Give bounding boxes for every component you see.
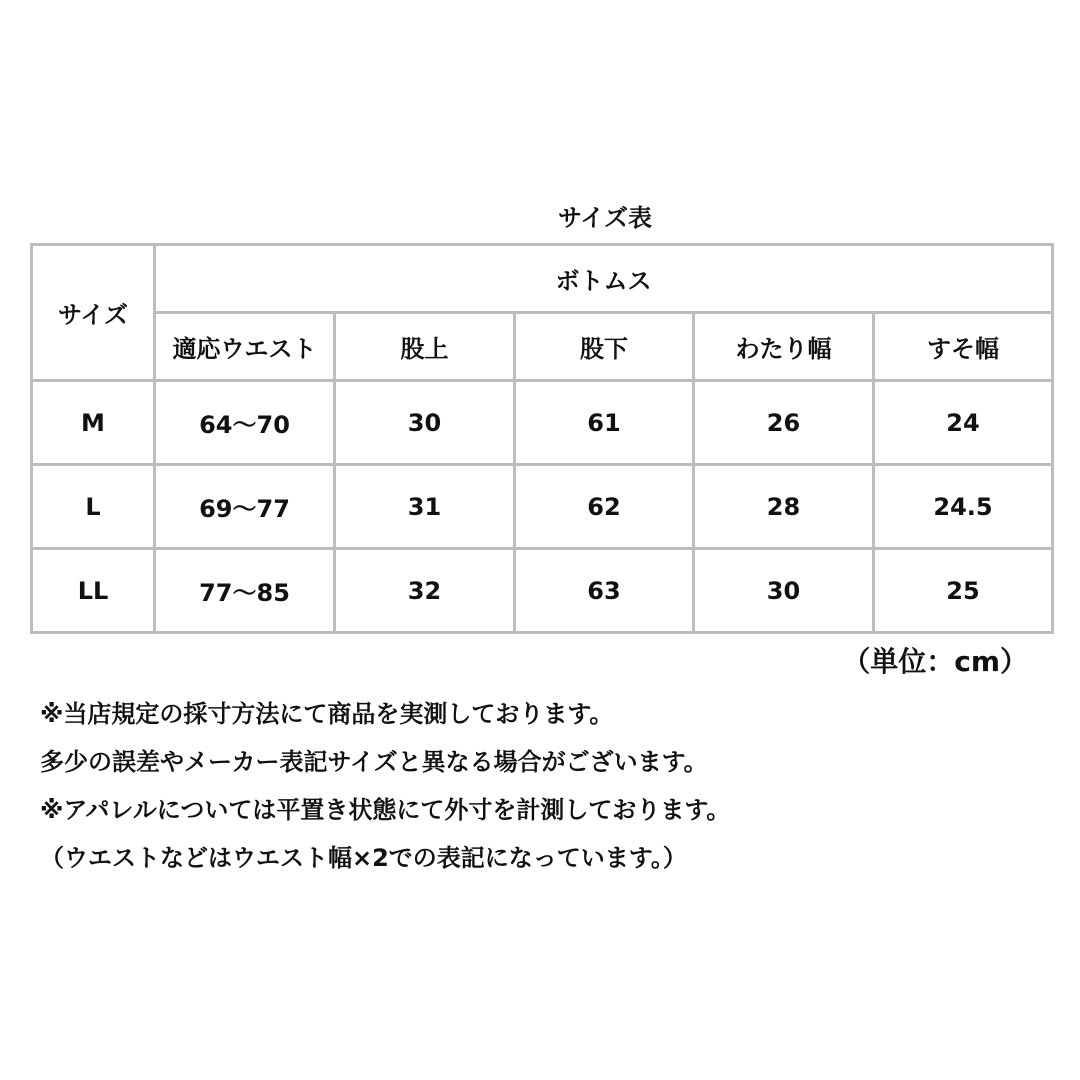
column-header-rise: 股上 [335, 313, 515, 381]
note-line: 多少の誤差やメーカー表記サイズと異なる場合がございます。 [40, 748, 708, 776]
column-header-waist: 適応ウエスト [155, 313, 335, 381]
column-header-thigh-width: わたり幅 [694, 313, 874, 381]
table-cell: 32 [335, 549, 515, 633]
table-cell: 62 [515, 465, 694, 549]
table-cell: 61 [515, 381, 694, 465]
table-cell: 64〜70 [155, 381, 335, 465]
note-line: （ウエストなどはウエスト幅×2での表記になっています。） [40, 844, 687, 872]
size-label: L [32, 465, 155, 549]
table-subheader-row [32, 313, 1053, 381]
table-cell: 30 [694, 549, 874, 633]
table-row [32, 549, 1053, 633]
table-cell: 77〜85 [155, 549, 335, 633]
page-title: サイズ表 [557, 204, 653, 232]
table-header-row [32, 245, 1053, 313]
size-label: LL [32, 549, 155, 633]
table-cell: 24 [874, 381, 1053, 465]
note-line: ※アパレルについては平置き状態にて外寸を計測しております。 [40, 796, 731, 824]
table-cell: 25 [874, 549, 1053, 633]
table-cell: 31 [335, 465, 515, 549]
table-row [32, 465, 1053, 549]
column-header-hem-width: すそ幅 [874, 313, 1053, 381]
table-cell: 26 [694, 381, 874, 465]
table-cell: 69〜77 [155, 465, 335, 549]
table-cell: 24.5 [874, 465, 1053, 549]
size-column-header: サイズ [32, 245, 155, 381]
bottoms-group-header: ボトムス [155, 245, 1053, 313]
table-cell: 28 [694, 465, 874, 549]
size-table [30, 243, 1054, 634]
note-line: ※当店規定の採寸方法にて商品を実測しております。 [40, 700, 614, 728]
notes-block [40, 690, 1050, 882]
table-row [32, 381, 1053, 465]
table-cell: 30 [335, 381, 515, 465]
table-cell: 63 [515, 549, 694, 633]
unit-label: （単位：cm） [842, 645, 1028, 678]
size-label: M [32, 381, 155, 465]
column-header-inseam: 股下 [515, 313, 694, 381]
